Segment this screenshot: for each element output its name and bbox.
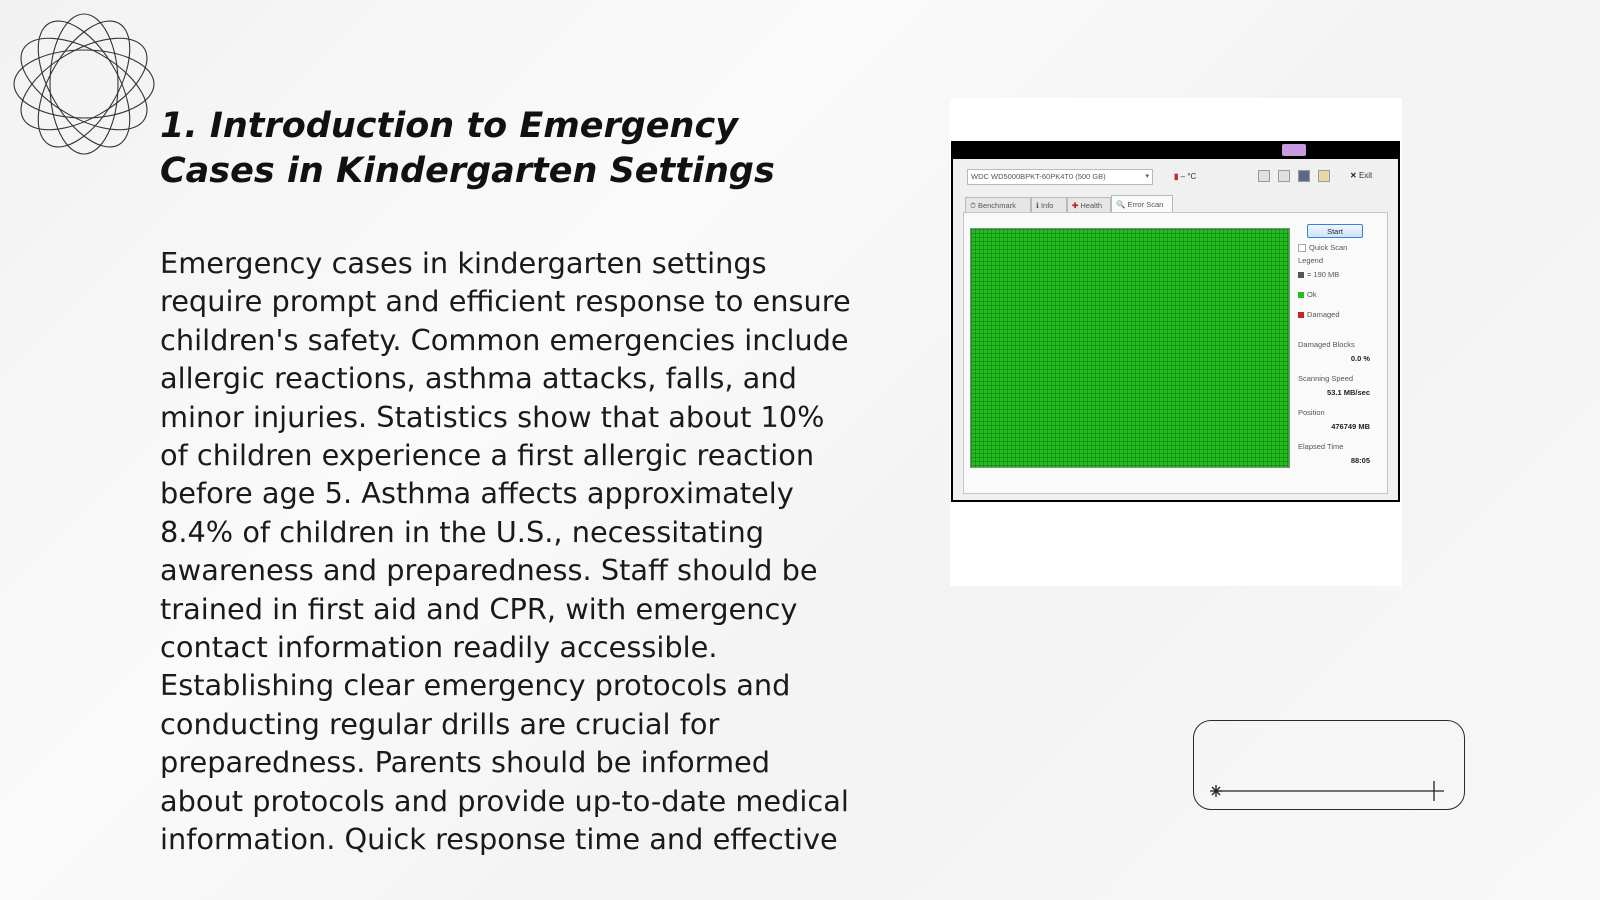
- legend-block-swatch: [1298, 272, 1304, 278]
- magnifier-icon: 🔍: [1116, 200, 1126, 209]
- legend-block-size: [1298, 270, 1339, 279]
- tab-health-label: Health: [1080, 201, 1103, 210]
- drive-select[interactable]: [967, 169, 1153, 185]
- legend-ok-label: Ok: [1307, 290, 1317, 299]
- legend-damaged-label: Damaged: [1307, 310, 1340, 319]
- quick-scan-checkbox[interactable]: [1298, 243, 1347, 252]
- spirograph-logo-icon: [10, 10, 158, 158]
- legend-damaged: [1298, 310, 1340, 319]
- elapsed-time-value: 88:05: [1350, 456, 1370, 465]
- tab-info-label: Info: [1040, 201, 1054, 210]
- legend-ok-swatch: [1298, 292, 1304, 298]
- save-icon[interactable]: [1298, 170, 1310, 182]
- info-icon: ℹ: [1036, 201, 1039, 210]
- scanning-speed-label: Scanning Speed: [1298, 374, 1354, 383]
- copy-screenshot-icon[interactable]: [1278, 170, 1290, 182]
- health-cross-icon: ✚: [1072, 201, 1079, 210]
- error-scan-panel: [963, 212, 1388, 494]
- checkbox-icon: [1298, 244, 1306, 252]
- scanning-speed-value: 53.1 MB/sec: [1327, 388, 1370, 397]
- disk-scan-screenshot: [951, 141, 1400, 502]
- temperature-value: – °C: [1180, 172, 1197, 181]
- app-titlebar-icon: [1282, 144, 1306, 156]
- scan-block-grid: [970, 228, 1290, 468]
- decorative-frame: [1193, 720, 1465, 810]
- start-button[interactable]: Start: [1307, 224, 1363, 238]
- sparkle-line-icon: [1194, 721, 1466, 811]
- stopwatch-icon: ⏱: [970, 201, 976, 210]
- elapsed-time-label: Elapsed Time: [1298, 442, 1344, 451]
- thermometer-icon: ▮: [1174, 172, 1179, 181]
- tab-error-scan-label: Error Scan: [1127, 200, 1164, 209]
- slide-body-text: Emergency cases in kindergarten settings require prompt and efficient response to ensure children's safety. Common emergencies include allergic reactions, asthma attacks, falls, and minor injuries. Statistics show that about 10% of children experience a first allergic reaction before age 5. Asthma affects approximately 8.4% of children in the U.S., necessitating awareness and preparedness. Staff should be trained in first aid and CPR, with emergency contact information readily accessible. Establishing clear emergency protocols and conducting regular drills are crucial for preparedness. Parents should be informed about protocols and provide up-to-date medical information. Quick response time and effective: [160, 246, 851, 857]
- tab-benchmark[interactable]: [965, 197, 1031, 212]
- position-label: Position: [1298, 408, 1325, 417]
- legend-damaged-swatch: [1298, 312, 1304, 318]
- tab-info[interactable]: [1031, 197, 1067, 212]
- temperature-readout: [1174, 172, 1196, 181]
- quick-scan-label: Quick Scan: [1309, 243, 1348, 252]
- position-value: 476749 MB: [1331, 422, 1370, 431]
- tab-health[interactable]: [1067, 197, 1111, 212]
- legend-title: Legend: [1298, 256, 1324, 265]
- tab-error-scan[interactable]: [1111, 195, 1173, 212]
- tab-benchmark-label: Benchmark: [977, 201, 1016, 210]
- copy-icon[interactable]: [1258, 170, 1270, 182]
- chevron-down-icon: ▾: [1145, 173, 1149, 180]
- app-content: [953, 159, 1398, 500]
- slide-title: 1. Introduction to Emergency Cases in Kindergarten Settings: [160, 106, 775, 191]
- exit-button[interactable]: [1350, 171, 1372, 180]
- close-icon: ✕: [1350, 171, 1357, 180]
- options-icon[interactable]: [1318, 170, 1330, 182]
- exit-label: Exit: [1358, 171, 1373, 180]
- legend-ok: [1298, 290, 1317, 299]
- legend-block-label: = 190 MB: [1307, 270, 1340, 279]
- drive-select-value: WDC WD5000BPKT-60PK4T0 (500 GB): [971, 172, 1106, 181]
- damaged-blocks-value: 0.0 %: [1350, 354, 1370, 363]
- damaged-blocks-label: Damaged Blocks: [1298, 340, 1355, 349]
